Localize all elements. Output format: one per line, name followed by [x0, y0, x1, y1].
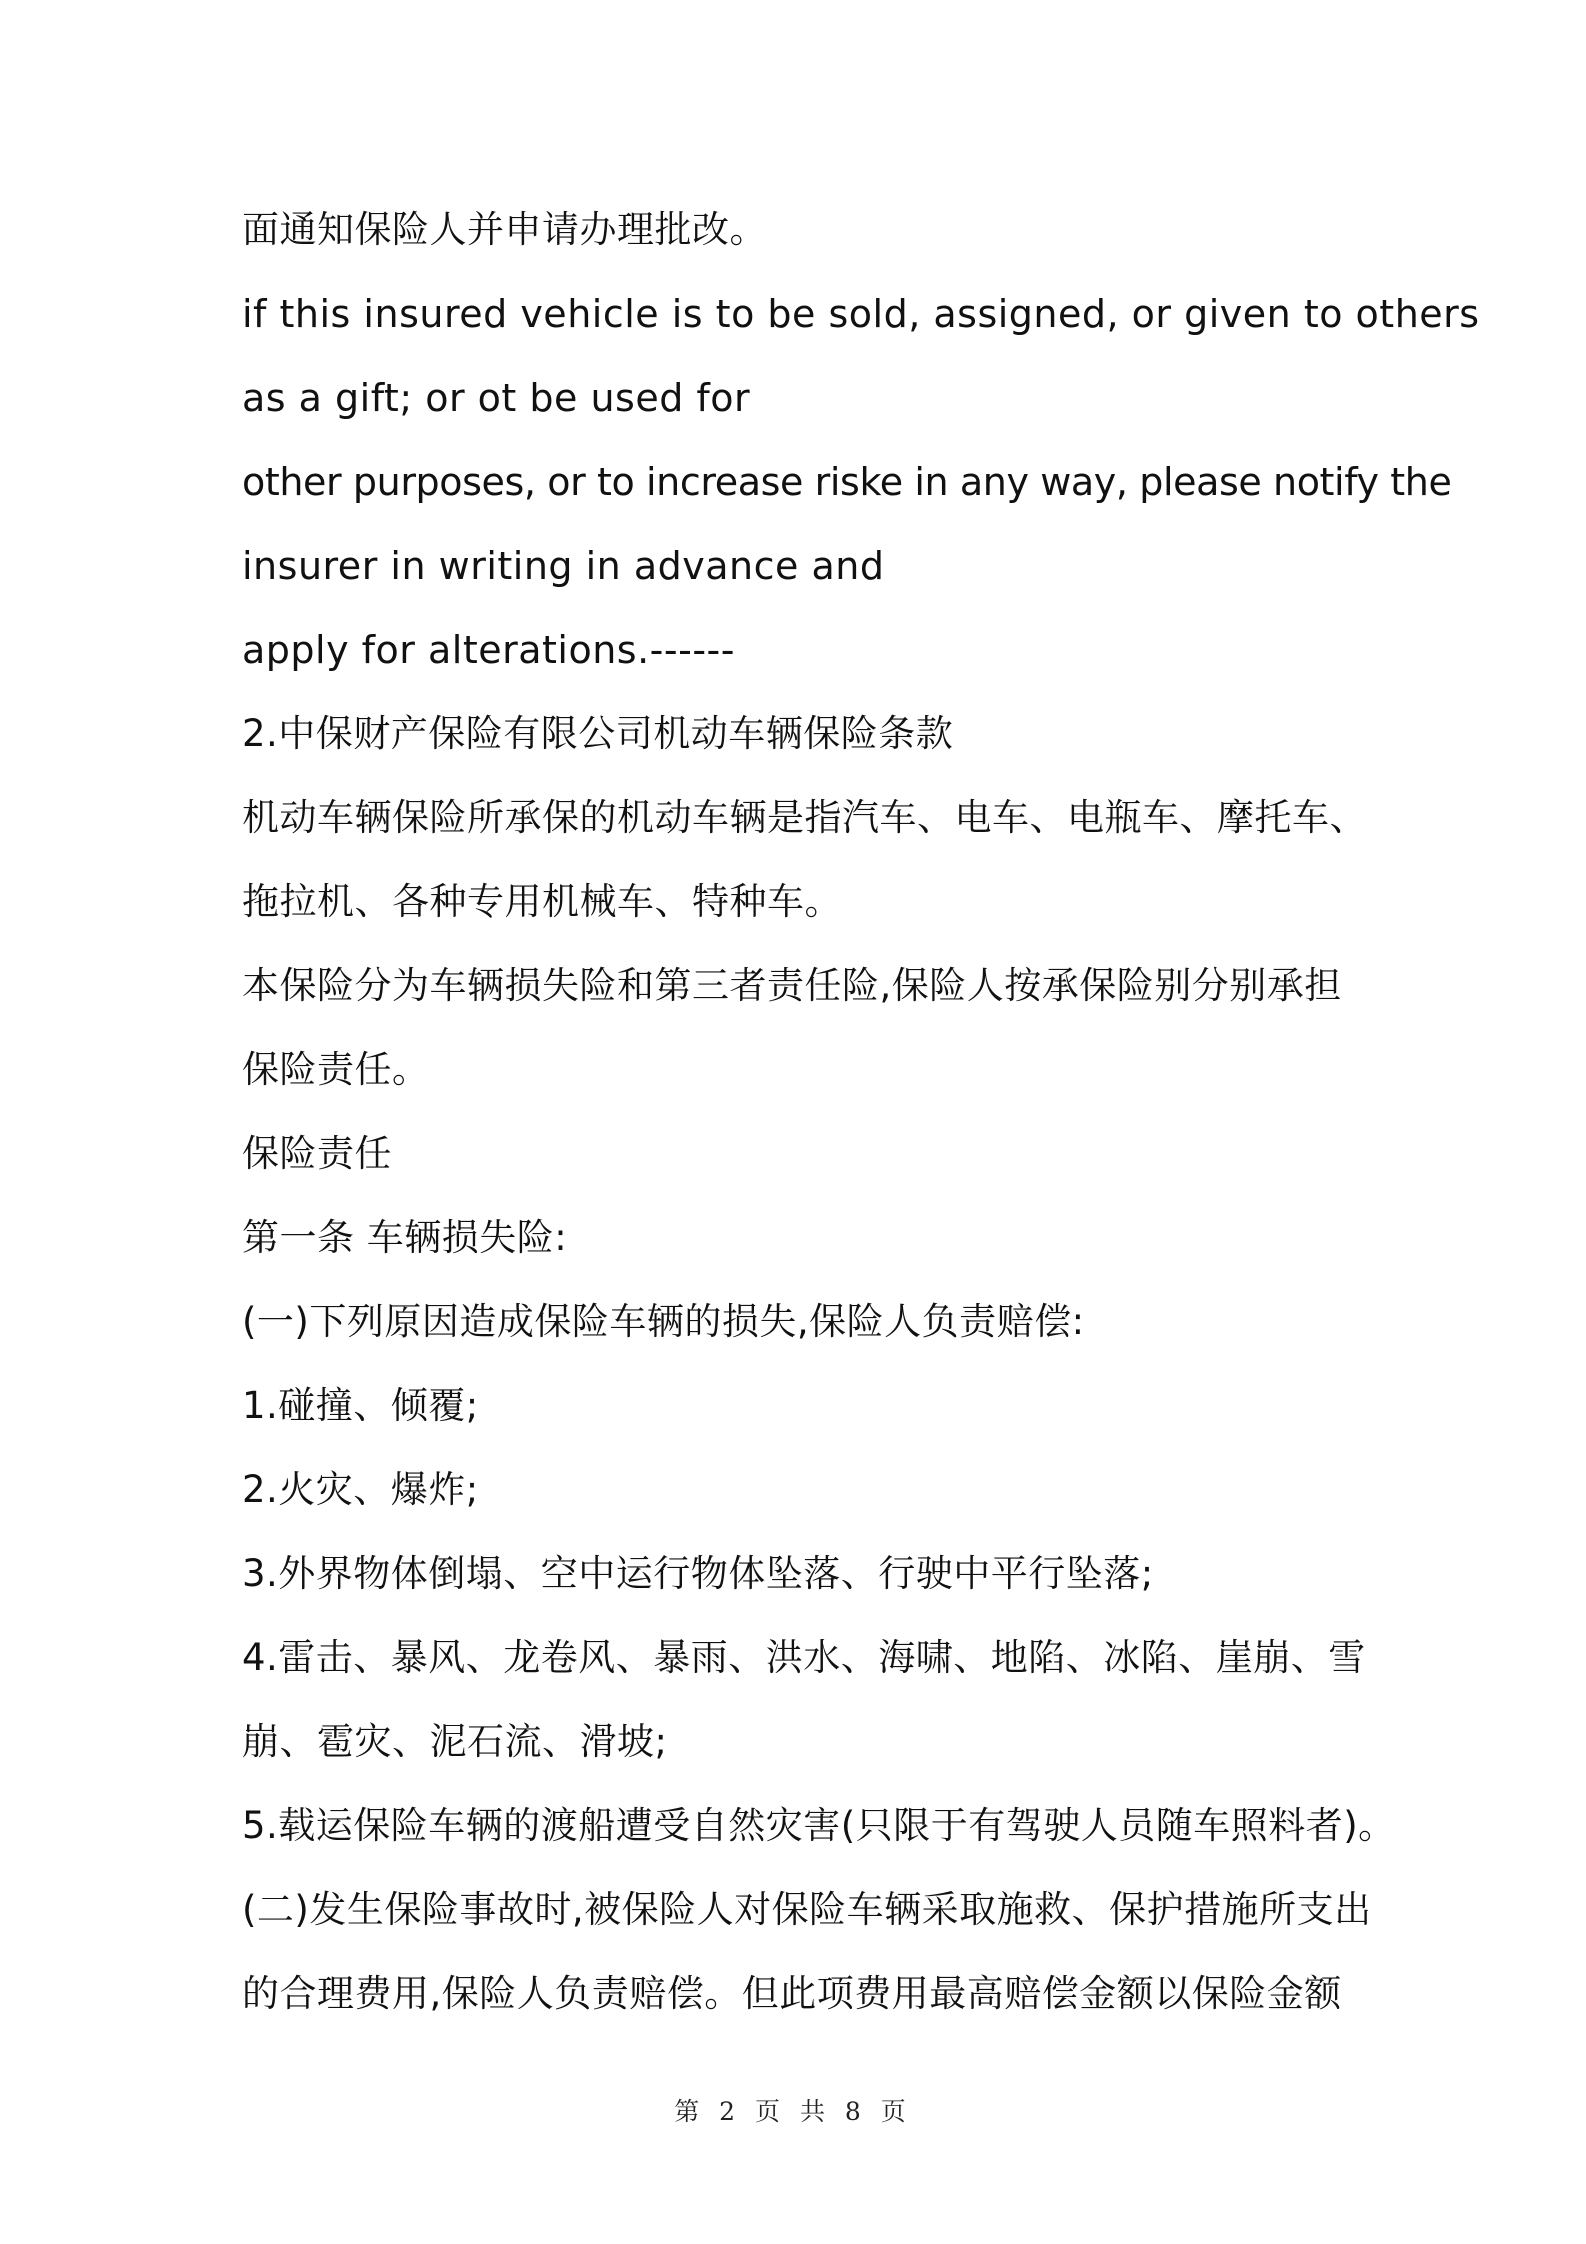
body-line: (二)发生保险事故时,被保险人对保险车辆采取施救、保护措施所支出: [242, 1888, 1372, 1931]
list-item: 4.雷击、暴风、龙卷风、暴雨、洪水、海啸、地陷、冰陷、崖崩、雪: [242, 1636, 1366, 1679]
document-body: [242, 188, 1480, 2036]
body-line-english: as a gift; or ot be used for: [242, 376, 751, 420]
body-line: 机动车辆保险所承保的机动车辆是指汽车、电车、电瓶车、摩托车、: [242, 796, 1367, 839]
body-line-english: apply for alterations.------: [242, 628, 735, 672]
list-item-continued: 崩、雹灾、泥石流、滑坡;: [242, 1720, 668, 1763]
body-line-english: insurer in writing in advance and: [242, 544, 885, 588]
body-line-english: other purposes, or to increase riske in any way, please notify the: [242, 460, 1452, 504]
list-item: 5.载运保险车辆的渡船遭受自然灾害(只限于有驾驶人员随车照料者)。: [242, 1804, 1396, 1847]
body-line: (一)下列原因造成保险车辆的损失,保险人负责赔偿:: [242, 1300, 1085, 1343]
list-item: 3.外界物体倒塌、空中运行物体坠落、行驶中平行坠落;: [242, 1552, 1154, 1595]
article-title: 第一条 车辆损失险:: [242, 1216, 568, 1259]
list-item: 1.碰撞、倾覆;: [242, 1384, 479, 1427]
body-line: 本保险分为车辆损失险和第三者责任险,保险人按承保险别分别承担: [242, 964, 1342, 1007]
body-line: 拖拉机、各种专用机械车、特种车。: [242, 880, 842, 923]
page-number: 第 2 页 共 8 页: [674, 2097, 912, 2126]
body-line: 面通知保险人并申请办理批改。: [242, 208, 767, 251]
body-line: 的合理费用,保险人负责赔偿。但此项费用最高赔偿金额以保险金额: [242, 1972, 1342, 2015]
list-item: 2.火灾、爆炸;: [242, 1468, 479, 1511]
section-heading: 2.中保财产保险有限公司机动车辆保险条款: [242, 712, 954, 755]
subheading: 保险责任: [242, 1132, 392, 1175]
body-line-english: if this insured vehicle is to be sold, assigned, or given to others: [242, 292, 1480, 336]
body-line: 保险责任。: [242, 1048, 430, 1091]
